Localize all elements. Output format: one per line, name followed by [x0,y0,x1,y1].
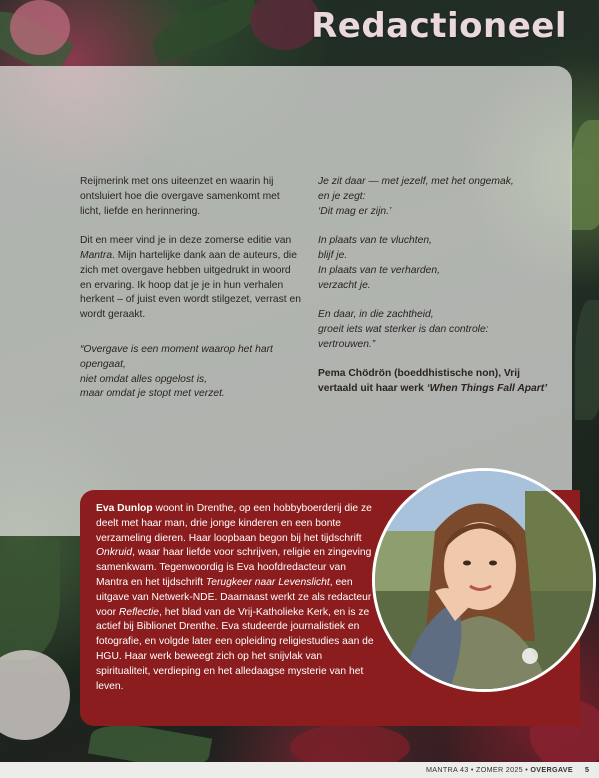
edition-paragraph: Dit en meer vind je in deze zomerse editie van Mantra. Mijn hartelijke dank aan de auteurs, die zich met overgave hebben uitgedrukt in woord en ervaring. Ik hoop dat je je in hun verhalen herkent – of juist even wordt stilgezet, verrast en wordt geraakt. [80,235,301,321]
author-photo [372,468,596,692]
intro-paragraph: Reijmerink met ons uiteenzet en waarin hij ontsluiert hoe die overgave samenkomt met licht, liefde en herinnering. [80,176,280,217]
leaf-decoration [575,300,599,420]
page-heading: Redactioneel [311,6,567,46]
right-column [318,175,558,412]
author-portrait-illustration [375,471,593,689]
quote-start: “Overgave is een moment waarop het hart opengaat, niet omdat alles opgelost is, maar omdat je stopt met verzet. [80,343,273,400]
page-number: 5 [584,765,589,774]
leaf-decoration [570,120,599,230]
flower-decoration [0,650,70,740]
author-bio-text: Eva Dunlop woont in Drenthe, op een hobbyboerderij die ze deelt met haar man, drie jonge kinderen en een bonte verzameling dieren. Haar loopbaan begon bij het tijdschrift Onkruid, waar haar liefde voor schrijven, religie en zingeving samenkwam. Tegenwoordig is Eva hoofdredacteur van Mantra en het tijdschrift Terugkeer naar Levenslicht, een uitgave van Netwerk-NDE. Daarnaast werkt ze als redacteur voor Reflectie, het blad van de Vrij-Katholieke Kerk, en is ze actief bij Biblionet Drenthe. Eva studeerde journalistiek en fotografie, en volgde later een opleiding religiestudies aan de HGU. Haar werk beweegt zich op het snijvlak van spiritualiteit, verdieping en het alledaagse mysterie van het leven. [96,503,374,692]
flower-decoration [10,0,70,55]
page-footer [0,762,599,778]
quote-stanza-1: Je zit daar — met jezelf, met het ongemak, en je zegt: ‘Dit mag er zijn.’ [318,176,514,217]
quote-attribution: Pema Chödrön (boeddhistische non), Vrij vertaald uit haar werk ‘When Things Fall Apart’ [318,368,548,395]
quote-stanza-3: En daar, in die zachtheid, groeit iets wat sterker is dan controle: vertrouwen.” [318,309,489,350]
leaf-decoration [147,0,263,64]
footer-issue: MANTRA 43 • ZOMER 2025 • OVERGAVE [425,765,573,774]
author-name: Eva Dunlop [96,503,153,514]
left-column [80,175,302,402]
leaf-decoration [0,540,60,660]
flower-decoration [250,0,320,50]
quote-stanza-2: In plaats van te vluchten, blijf je. In plaats van te verharden, verzacht je. [318,235,440,291]
